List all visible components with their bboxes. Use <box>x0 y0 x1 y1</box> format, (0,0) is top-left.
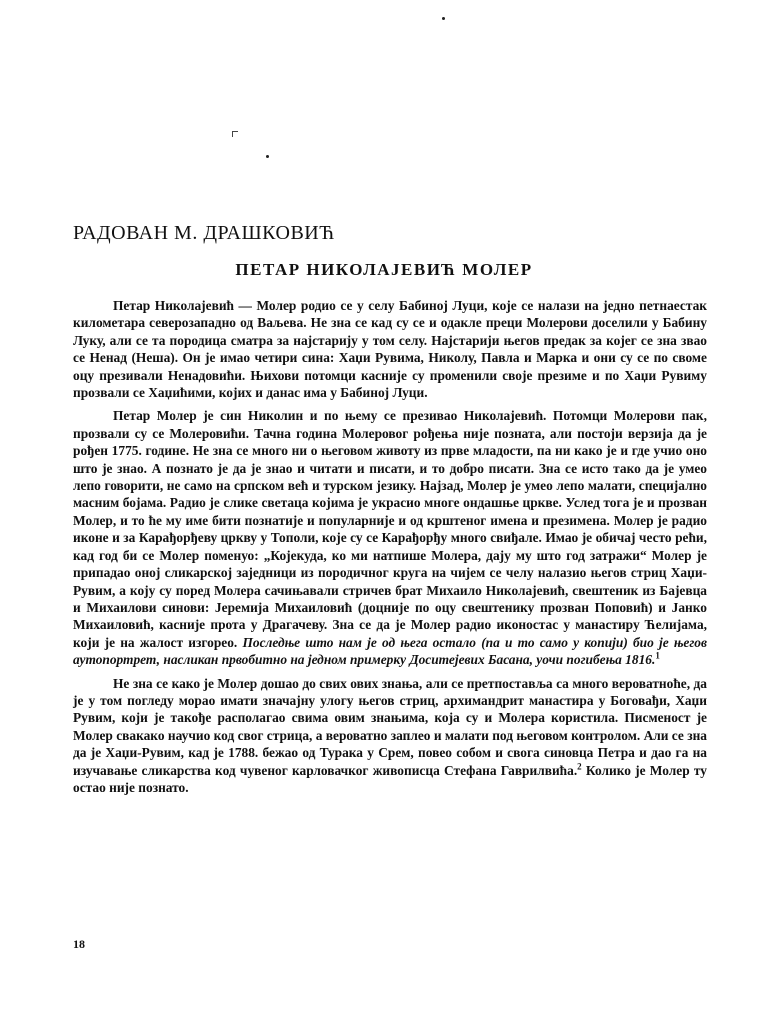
paragraph-3-end-text: Колико је Молер ту остао није познато. <box>73 762 708 795</box>
footnote-marker-2: 2 <box>577 761 582 772</box>
footnote-marker-1: 1 <box>655 650 660 661</box>
article-title: ПЕТАР НИКОЛАЈЕВИЋ МОЛЕР <box>235 260 533 279</box>
scan-speck <box>266 155 269 158</box>
scan-corner-mark <box>232 131 238 137</box>
page-number: 18 <box>73 937 85 951</box>
paragraph-2-text: Петар Молер је син Николин и по њему се презивао Николајевић. Потомци Молерови пак, прозвали су се Молеровићи. Тачна година Молеровог рођења није позната, али постоји верзија да је рођен 1775. године. Не зна се много ни о његовом животу из прве младости, па ни како је и где учио оно што је знао. А познато је да је знао и читати и писати, и то добро писати. Зна се исто тако да је умео лепо говорити, не само на српском већ и турском језику. Најзад, Молер је умео лепо малати, специјално масним бојама. Радио је слике светаца којима је украсио многе ондашње цркве. Услед тога је и прозван Молер, и то ће му име бити познатије и популарније и од крштеног имена и презимена. Молер је радио иконе и за Карађорђеву цркву у Тополи, које су се Карађорђу много свиђале. Имао је обичај често рећи, кад год би се Молер поменуо: „Којекуда, ко ми натпише Молера, дају му што год затражи“ Молер је припадао оној сликарској заједници из породичног круга на чијем се челу налазио његов стриц Хаџи-Рувим, а коју су поред Молера сачињавали стричев брат Михаило Николајевић, свештеник из Бајевца и Михаилови синови: Јеремија Михаиловић (доцније по оцу свештенику прозван Поповић) и Јанко Михаиловић, касније прота у Драгачеву. Зна се да је Молер радио иконостас у манастиру Ћелијама, који је на жалост изгорео. <box>73 408 707 650</box>
paragraph-3 <box>73 675 707 797</box>
author-name: РАДОВАН М. ДРАШКОВИЋ <box>73 222 335 244</box>
article-body <box>73 297 707 802</box>
paragraph-1: Петар Николајевић — Молер родио се у селу Бабиној Луци, које се налази на једно петнаестак километара северозападно од Ваљева. Не зна се кад су се и одакле преци Молерови доселили у Бабину Луку, али се та породица сматра за најстарију у том селу. Најстарији његов предак за којег се зна звао се Ненад (Неша). Он је имао четири сина: Хаџи Рувима, Николу, Павла и Марка и они су се по своме оцу презивали Ненадовићи. Њихови потомци касније су променили своје презиме и по Хаџи Рувиму прозвали се Хаџићими, којих и данас има у Бабиној Луци. <box>73 298 707 401</box>
scan-speck <box>442 17 445 20</box>
paragraph-2 <box>73 407 707 668</box>
paragraph-2-italic-text: Последње што нам је од њега остало (па и то само у копији) био је његов аутопортрет, насликан првобитно на једном примерку Доситејевих Басана, уочи погибења 1816. <box>73 634 707 668</box>
paragraph-3-text: Не зна се како је Молер дошао до свих ових знања, али се претпоставља са много вероватноће, да је у том погледу морао имати значајну улогу његов стриц, архимандрит манастира у Боговађи, Хаџи Рувим, који је такође располагао свима овим знањима, која су и Молера користила. Писменост је Молер свакако научио код свог стрица, а вероватно заплео и малати под његовом контролом. Али се зна да је Хаџи-Рувим, кад је 1788. бежао од Турака у Срем, повео собом и свога синовца Петра и дао га на изучавање сликарства код чувеног карловачког живописца Стефана Гаврилвића. <box>73 675 707 778</box>
